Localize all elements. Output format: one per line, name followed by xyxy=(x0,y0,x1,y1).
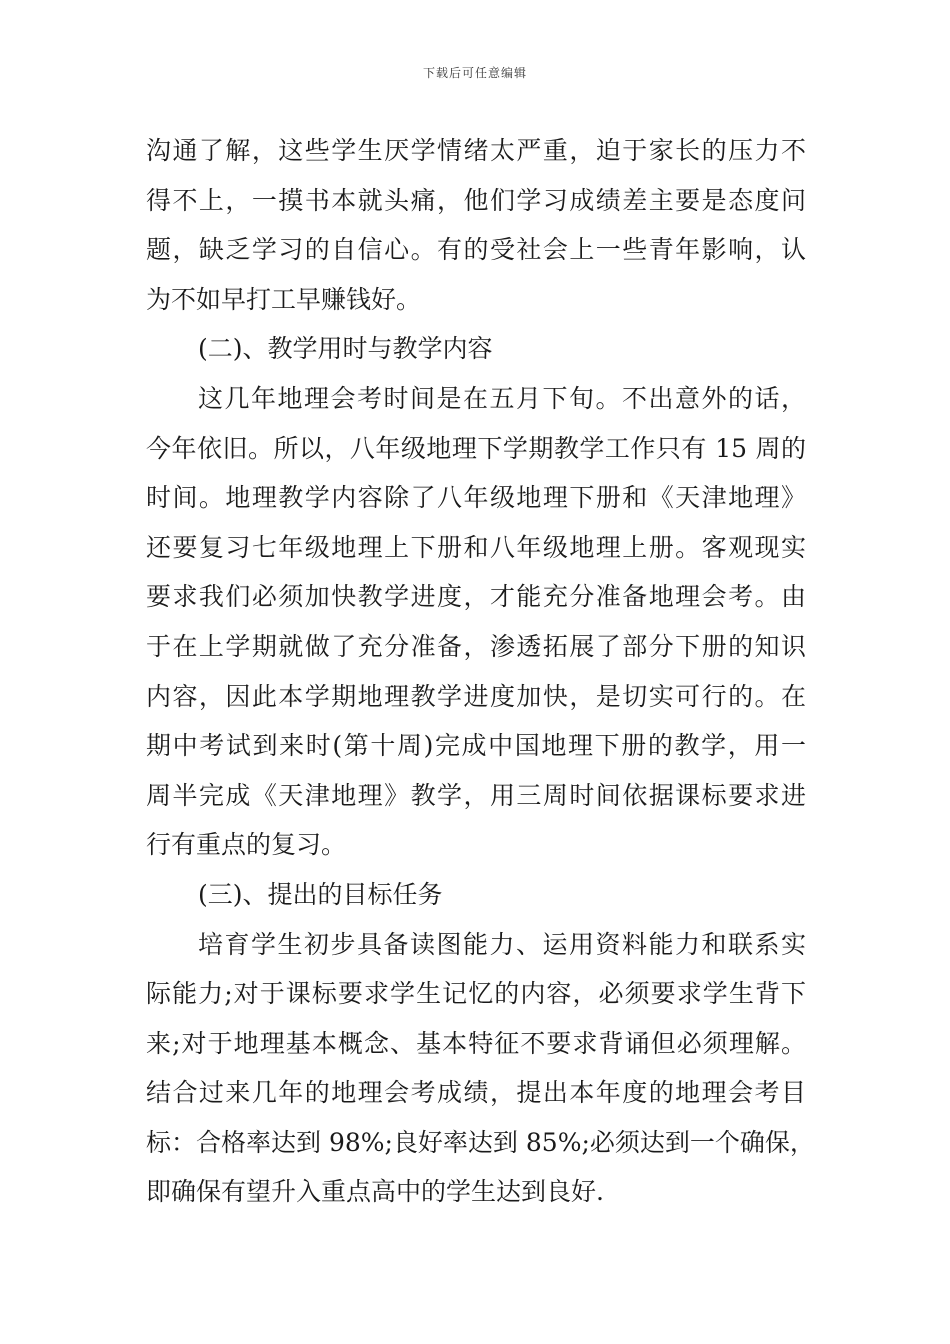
section-heading: (二)、教学用时与教学内容 xyxy=(198,334,493,364)
text-line: 于在上学期就做了充分准备，渗透拓展了部分下册的知识 xyxy=(146,631,806,661)
text-line: 期中考试到来时(第十周)完成中国地理下册的教学，用一 xyxy=(146,731,806,761)
document-body xyxy=(146,126,815,1217)
section-heading: (三)、提出的目标任务 xyxy=(198,879,443,909)
text-line: 即确保有望升入重点高中的学生达到良好. xyxy=(146,1177,604,1207)
text-line: 周半完成《天津地理》教学，用三周时间依据课标要求进 xyxy=(146,780,806,810)
text-line: 来;对于地理基本概念、基本特征不要求背诵但必须理解。 xyxy=(146,1028,806,1058)
text-line: 要求我们必须加快教学进度，才能充分准备地理会考。由 xyxy=(146,582,806,612)
text-line: 这几年地理会考时间是在五月下旬。不出意外的话， xyxy=(198,383,806,413)
text-line: 时间。地理教学内容除了八年级地理下册和《天津地理》 xyxy=(146,483,806,513)
text-line: 今年依旧。所以，八年级地理下学期教学工作只有 15 周的 xyxy=(146,433,806,463)
text-line: 际能力;对于课标要求学生记忆的内容，必须要求学生背下 xyxy=(146,979,806,1009)
text-line: 题，缺乏学习的自信心。有的受社会上一些青年影响，认 xyxy=(146,235,806,265)
text-line: 沟通了解，这些学生厌学情绪太严重，迫于家长的压力不 xyxy=(146,136,806,165)
text-line: 结合过来几年的地理会考成绩，提出本年度的地理会考目 xyxy=(146,1078,806,1108)
text-line: 内容，因此本学期地理教学进度加快，是切实可行的。在 xyxy=(146,681,806,711)
text-line: 还要复习七年级地理上下册和八年级地理上册。客观现实 xyxy=(146,532,806,562)
text-line: 培育学生初步具备读图能力、运用资料能力和联系实 xyxy=(198,929,806,959)
text-line: 标：合格率达到 98%;良好率达到 85%;必须达到一个确保， xyxy=(146,1127,815,1157)
text-line: 为不如早打工早赚钱好。 xyxy=(146,284,422,314)
text-line: 行有重点的复习。 xyxy=(146,830,347,860)
page-header: 下载后可任意编辑 xyxy=(422,66,527,80)
text-line: 得不上，一摸书本就头痛，他们学习成绩差主要是态度问 xyxy=(146,185,806,215)
